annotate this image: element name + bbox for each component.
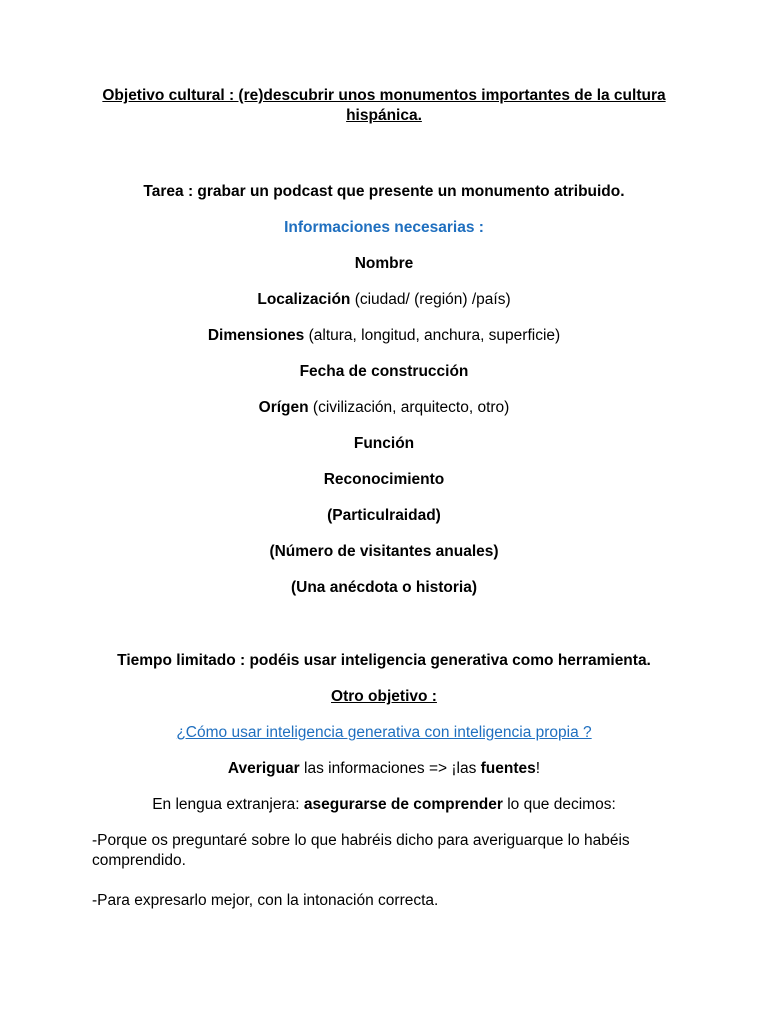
- item-visitantes: [92, 542, 676, 562]
- language-line: [92, 795, 676, 815]
- task-line: Tarea : grabar un podcast que presente un monumento atribuido.: [143, 183, 625, 200]
- item-dimensiones: [92, 326, 676, 346]
- item-visitantes-label: (Número de visitantes anuales): [269, 543, 499, 560]
- item-dimensiones-label: Dimensiones: [207, 327, 305, 344]
- reason-1: -Porque os preguntaré sobre lo que habréis dicho para averiguarque lo habéis comprendido.: [92, 832, 630, 869]
- item-origen-label: Orígen: [258, 399, 309, 416]
- verify-end: !: [535, 760, 541, 777]
- verify-bold-2: fuentes: [480, 760, 536, 777]
- time-limit-line: Tiempo limitado : podéis usar inteligencia generativa como herramienta.: [117, 652, 651, 669]
- item-particularidad: [92, 506, 676, 526]
- language-pre: En lengua extranjera:: [152, 796, 304, 813]
- verify-mid: las informaciones => ¡las: [299, 760, 481, 777]
- item-localizacion-label: Localización: [257, 291, 351, 308]
- item-funcion-label: Función: [353, 435, 415, 452]
- item-dimensiones-detail: (altura, longitud, anchura, superficie): [304, 327, 561, 344]
- item-nombre-label: Nombre: [354, 255, 414, 272]
- item-localizacion-detail: (ciudad/ (región) /país): [350, 291, 511, 308]
- document-heading: Objetivo cultural : (re)descubrir unos monumentos importantes de la cultura hispánica.: [102, 87, 666, 124]
- item-particularidad-label: (Particulraidad): [327, 507, 441, 524]
- item-fecha-label: Fecha de construcción: [299, 363, 469, 380]
- item-reconocimiento-label: Reconocimiento: [323, 471, 445, 488]
- item-origen-detail: (civilización, arquitecto, otro): [308, 399, 510, 416]
- reason-2: -Para expresarlo mejor, con la intonación correcta.: [92, 892, 439, 909]
- item-funcion: [92, 434, 676, 454]
- item-reconocimiento: [92, 470, 676, 490]
- item-fecha: [92, 362, 676, 382]
- verify-bold-1: Averiguar: [227, 760, 300, 777]
- verify-line: [92, 759, 676, 779]
- item-localizacion: [92, 290, 676, 310]
- question-link[interactable]: ¿Cómo usar inteligencia generativa con inteligencia propia ?: [176, 724, 592, 741]
- language-bold: asegurarse de comprender: [303, 796, 503, 813]
- other-goal-heading: Otro objetivo :: [331, 688, 437, 705]
- item-nombre: [92, 254, 676, 274]
- item-anecdota-label: (Una anécdota o historia): [290, 579, 478, 596]
- item-origen: [92, 398, 676, 418]
- info-title: Informaciones necesarias :: [284, 219, 484, 236]
- item-anecdota: [92, 578, 676, 598]
- language-post: lo que decimos:: [502, 796, 616, 813]
